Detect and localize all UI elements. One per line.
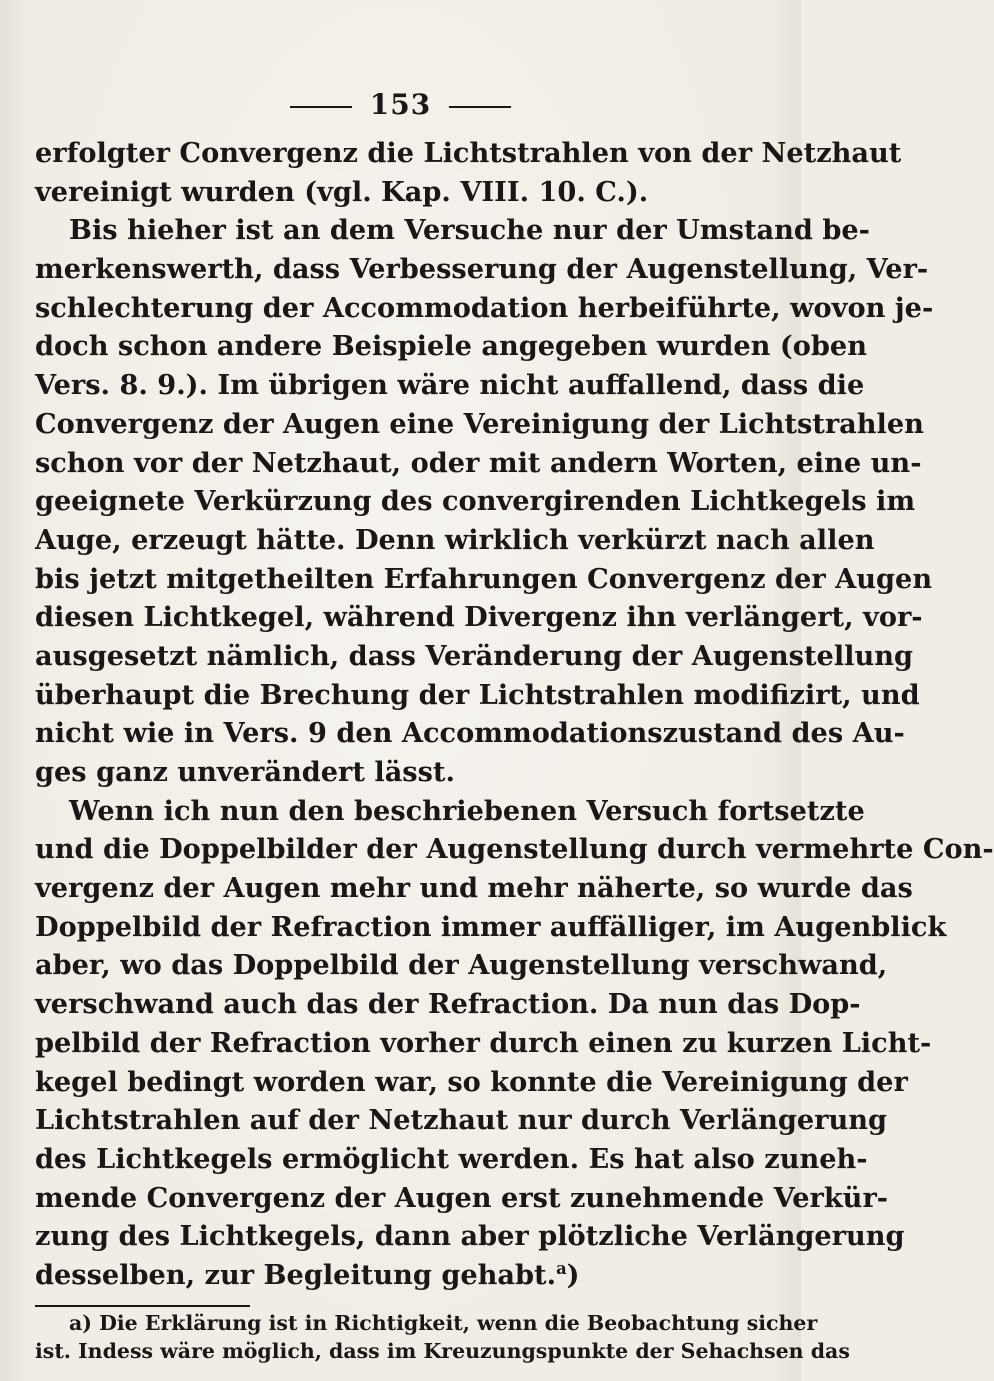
text-line: überhaupt die Brechung der Lichtstrahlen modifizirt, und: [35, 678, 920, 711]
text-line: Auge, erzeugt hätte. Denn wirklich verkürzt nach allen: [35, 523, 875, 556]
text-line: verschwand auch das der Refraction. Da nun das Dop-: [35, 988, 861, 1021]
text-line: Convergenz der Augen eine Vereinigung der Lichtstrahlen: [35, 407, 924, 440]
text-line: doch schon andere Beispiele angegeben wurden (oben: [35, 330, 867, 363]
text-line: kegel bedingt worden war, so konnte die Vereinigung der: [35, 1065, 908, 1098]
text-line: schon vor der Netzhaut, oder mit andern Worten, eine un-: [35, 446, 922, 479]
text-line: aber, wo das Doppelbild der Augenstellung verschwand,: [35, 949, 888, 982]
text-line: zung des Lichtkegels, dann aber plötzliche Verlängerung: [35, 1220, 905, 1253]
text-line: pelbild der Refraction vorher durch einen zu kurzen Licht-: [35, 1026, 932, 1059]
footnote-reference-close: ): [566, 1258, 580, 1291]
text-line: ges ganz unverändert lässt.: [35, 756, 455, 788]
text-line: mende Convergenz der Augen erst zunehmende Verkür-: [35, 1181, 889, 1214]
text-line: geeignete Verkürzung des convergirenden Lichtkegels im: [35, 485, 916, 518]
text-line: vergenz der Augen mehr und mehr näherte, so wurde das: [35, 872, 913, 905]
text-line: Bis hieher ist an dem Versuche nur der Umstand be-: [69, 214, 870, 247]
page-number: 153: [369, 88, 432, 121]
text-line: bis jetzt mitgetheilten Erfahrungen Convergenz der Augen: [35, 562, 933, 595]
text-line: Vers. 8. 9.). Im übrigen wäre nicht auffallend, dass die: [35, 369, 865, 402]
footnote: [35, 1309, 850, 1365]
header-dash-left: [290, 106, 352, 108]
text-line: vereinigt wurden (vgl. Kap. VIII. 10. C.).: [35, 175, 649, 208]
text-line: erfolgter Convergenz die Lichtstrahlen von der Netzhaut: [35, 137, 902, 169]
footnote-line: ist. Indess wäre möglich, dass im Kreuzungspunkte der Sehachsen das: [35, 1339, 850, 1363]
text-line: schlechterung der Accommodation herbeiführte, wovon je-: [35, 291, 934, 324]
page-header: [0, 88, 801, 121]
text-line: merkenswerth, dass Verbesserung der Augenstellung, Ver-: [35, 253, 929, 286]
main-text: [35, 134, 994, 1295]
text-line: und die Doppelbilder der Augenstellung durch vermehrte Con-: [35, 833, 994, 866]
text-line: nicht wie in Vers. 9 den Accommodationszustand des Au-: [35, 717, 905, 750]
text-line: ausgesetzt nämlich, dass Veränderung der Augenstellung: [35, 639, 914, 672]
header-dash-right: [449, 106, 511, 108]
footnote-line: a) Die Erklärung ist in Richtigkeit, wenn die Beobachtung sicher: [69, 1311, 818, 1335]
last-line-text: desselben, zur Begleitung gehabt.: [35, 1258, 557, 1291]
text-line: Wenn ich nun den beschriebenen Versuch fortsetzte: [69, 794, 865, 827]
text-line: Doppelbild der Refraction immer auffälliger, im Augenblick: [35, 910, 947, 943]
footnote-reference: a: [556, 1258, 567, 1278]
text-line: des Lichtkegels ermöglicht werden. Es hat also zuneh-: [35, 1142, 868, 1175]
footnote-divider: [35, 1305, 250, 1307]
text-line: Lichtstrahlen auf der Netzhaut nur durch Verlängerung: [35, 1104, 888, 1137]
text-line: diesen Lichtkegel, während Divergenz ihn verlängert, vor-: [35, 601, 923, 634]
text-line-last: [35, 1256, 770, 1295]
